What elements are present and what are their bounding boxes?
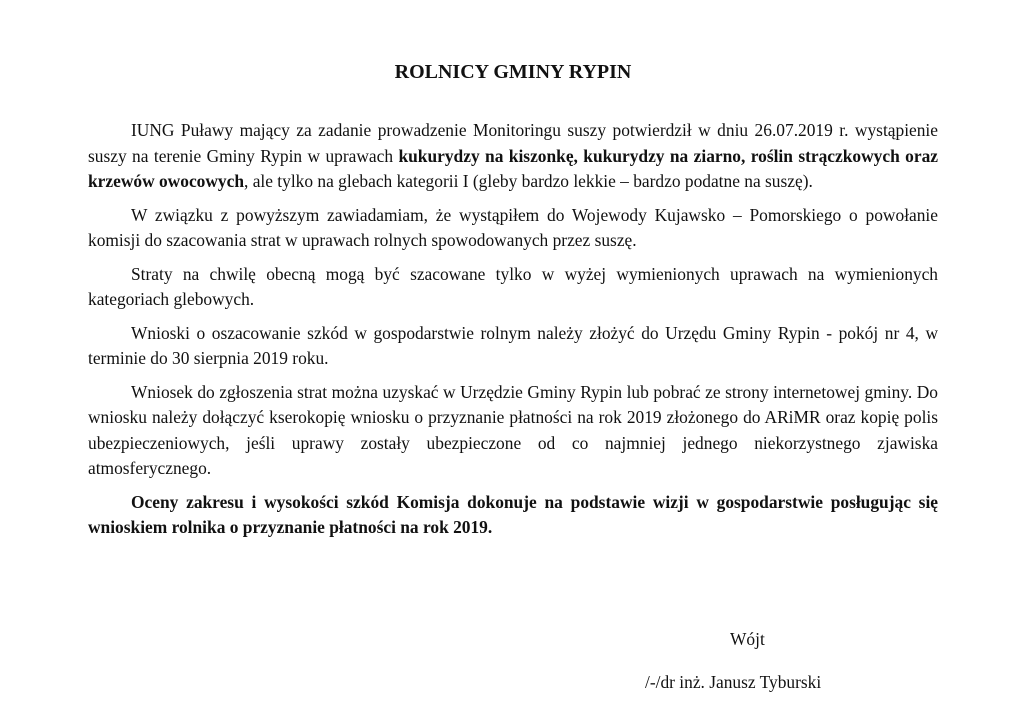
paragraph-1-crops-bold: kukurydzy na kiszonkę, kukurydzy na ziarno, roślin strączkowych oraz krzewów owocowych (88, 145, 938, 191)
paragraph-drought-confirmation (88, 118, 938, 195)
paragraph-assessment-basis: Oceny zakresu i wysokości szkód Komisja dokonuje na podstawie wizji w gospodarstwie posługując się wnioskiem rolnika o przyznanie płatności na rok 2019. (88, 491, 938, 537)
paragraph-commission-request: W związku z powyższym zawiadamiam, że wystąpiłem do Wojewody Kujawsko – Pomorskiego o powołanie komisji do szacowania strat w uprawach rolnych spowodowanych przez suszę. (88, 204, 938, 250)
document-body (88, 58, 938, 549)
paragraph-1-text-start: IUNG Puławy mający za zadanie prowadzenie Monitoringu suszy potwierdził w dniu 26.07.2019 r. wystąpienie suszy na terenie Gminy Rypin w uprawach (88, 120, 938, 166)
signature-title: Wójt (730, 629, 765, 649)
paragraph-application-deadline: Wnioski o oszacowanie szkód w gospodarstwie rolnym należy złożyć do Urzędu Gminy Rypin - pokój nr 4, w terminie do 30 sierpnia 2019 roku. (88, 322, 938, 368)
document-title: ROLNICY GMINY RYPIN (394, 61, 632, 83)
paragraph-1-text-end: , ale tylko na glebach kategorii I (gleby bardzo lekkie – bardzo podatne na suszę). (244, 171, 813, 191)
paragraph-application-documents: Wniosek do zgłoszenia strat można uzyskać w Urzędzie Gminy Rypin lub pobrać ze strony internetowej gminy. Do wniosku należy dołączyć kserokopię wniosku o przyznanie płatności na rok 2019 złożonego do ARiMR oraz kopię polis ubezpieczeniowych, jeśli uprawy zostały ubezpieczone od co najmniej jednego niekorzystnego zjawiska atmosferycznego. (88, 381, 938, 478)
signature-name: /-/dr inż. Janusz Tyburski (645, 672, 822, 692)
paragraph-loss-scope: Straty na chwilę obecną mogą być szacowane tylko w wyżej wymienionych uprawach na wymienionych kategoriach glebowych. (88, 263, 938, 309)
